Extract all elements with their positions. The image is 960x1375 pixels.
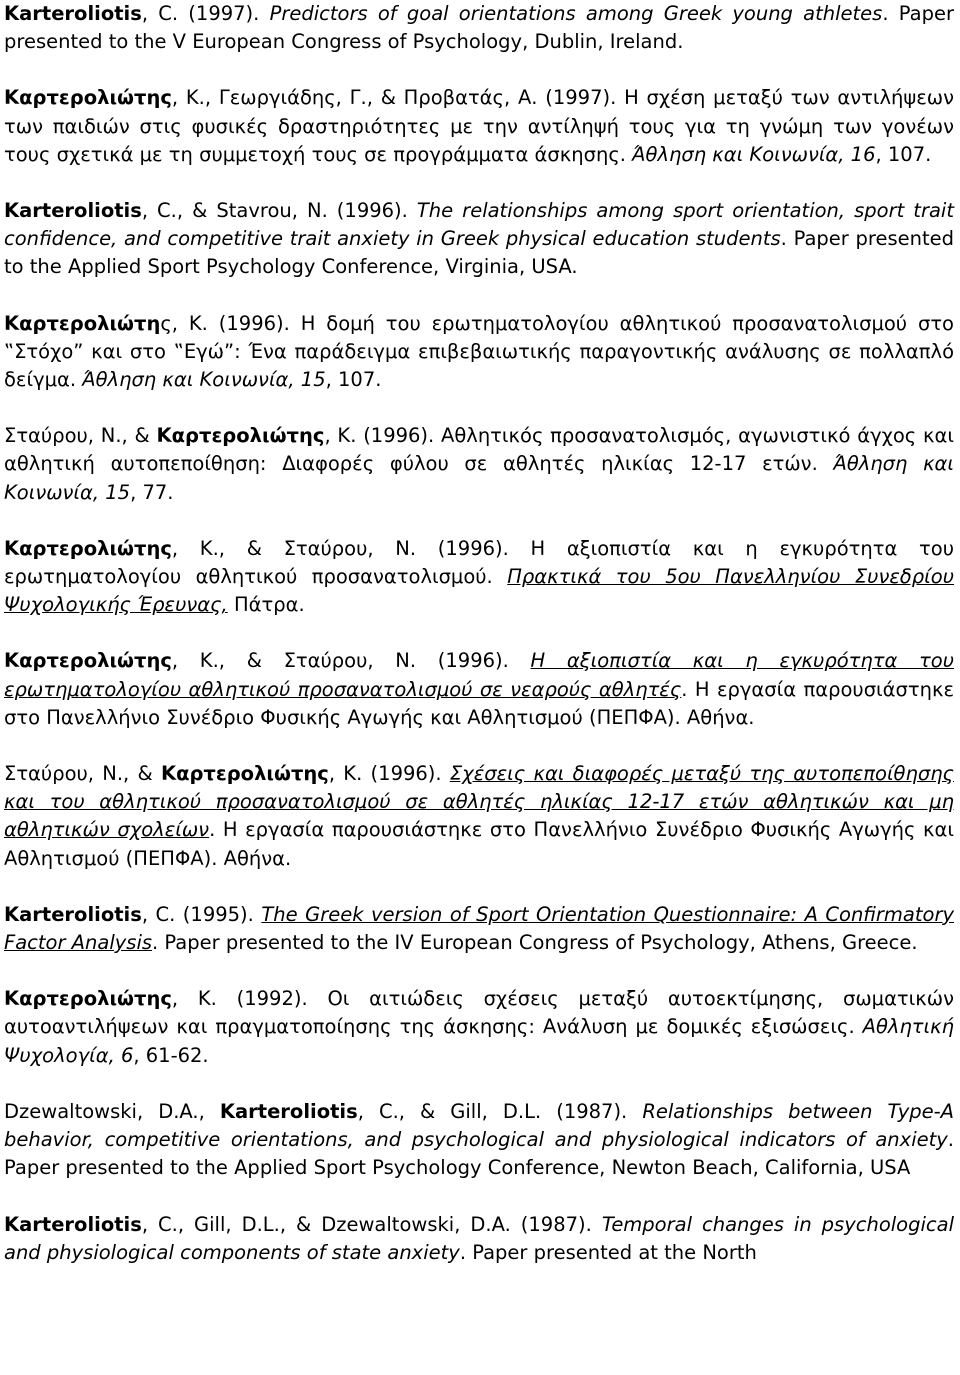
author-name: Καρτερολιώτης (156, 424, 325, 448)
citation-text: Σταύρου, Ν., & (4, 424, 157, 448)
underlined-title: The Greek version of Sport Orientation Questionnaire: A Confirmatory Factor Analysis (4, 902, 955, 955)
citation-text: , Κ., & Σταύρου, Ν. (1996). (171, 649, 531, 673)
author-name: Karteroliotis (4, 199, 142, 223)
reference-entry (4, 197, 954, 282)
italic-title: Άθληση και Κοινωνία, 16 (632, 142, 876, 166)
citation-text: , C., & Gill, D.L. (1987). (357, 1099, 643, 1123)
citation-text: , C., & Stavrou, N. (1996). (141, 199, 417, 223)
citation-text: , 107. (325, 368, 382, 392)
reference-entry (4, 535, 954, 620)
reference-entry (4, 1211, 954, 1267)
citation-text: ς, Κ. (1996). Η δομή του ερωτηματολογίου αθλητικού προσανατολισμού στο ‟Στόχο” και στο ‟Εγώ”: Ένα παράδειγμα επιβεβαιωτικής παραγοντικής ανάλυσης σε πολλαπλό δείγμα. (4, 311, 954, 392)
reference-entry (4, 310, 954, 395)
citation-text: . Paper presented to the Applied Sport Psychology Conference, Newton Beach, California, USA (4, 1128, 954, 1180)
citation-text: , 107. (875, 142, 932, 166)
citation-text: , C. (1997). (141, 2, 270, 25)
citation-text: , 61-62. (133, 1043, 209, 1067)
citation-text: , Κ., & Σταύρου, Ν. (1996). Η αξιοπιστία και η εγκυρότητα του ερωτηματολογίου αθλητικού προσανατολισμού. (4, 536, 954, 589)
italic-title: Temporal changes in psychological and physiological components of state anxiety (4, 1212, 954, 1264)
reference-entry (4, 422, 954, 507)
citation-text: , C. (1995). (141, 902, 262, 926)
citation-text: , Κ., Γεωργιάδης, Γ., & Προβατάς, Α. (1997). Η σχέση μεταξύ των αντιλήψεων των παιδιών στις φυσικές δραστηριότητες με την αντίληψή τους για τη γνώμη των γονέων τους σχετικά με τη συμμετοχή τους σε προγράμματα άσκησης. (4, 86, 954, 166)
reference-entry (4, 760, 954, 873)
citation-text: . Η εργασία παρουσιάστηκε στο Πανελλήνιο Συνέδριο Φυσικής Αγωγής και Αθλητισμού (ΠΕΠΦΑ). Αθήνα. (4, 818, 954, 870)
italic-title: Αθλητική Ψυχολογία, 6 (4, 1015, 954, 1067)
author-name: Καρτερολιώτης (4, 649, 172, 673)
italic-title: Άθληση και Κοινωνία, 15 (82, 368, 326, 392)
citation-text: Σταύρου, Ν., & (4, 762, 161, 786)
underlined-title: Η αξιοπιστία και η εγκυρότητα του ερωτηματολογίου αθλητικού προσανατολισμού σε νεαρούς αθλητές (4, 649, 954, 701)
author-name: Καρτερολιώτης (4, 86, 172, 110)
italic-title: The relationships among sport orientation, sport trait confidence, and competitive trait anxiety in Greek physical education students (4, 199, 954, 251)
citation-text: Πάτρα. (227, 593, 305, 617)
citation-text: . Paper presented to the IV European Congress of Psychology, Athens, Greece. (152, 931, 918, 955)
citation-text: , Κ. (1996). (328, 762, 450, 786)
citation-text: Dzewaltowski, D.A., (4, 1099, 220, 1123)
author-name: Karteroliotis (4, 902, 142, 926)
author-name: Karteroliotis (4, 2, 142, 25)
reference-entry (4, 901, 954, 957)
author-name: Karteroliotis (219, 1099, 358, 1123)
italic-title: Predictors of goal orientations among Greek young athletes (269, 2, 883, 25)
citation-text: , Κ. (1996). Αθλητικός προσανατολισμός, αγωνιστικό άγχος και αθλητική αυτοπεποίθηση: Διαφορές φύλου σε αθλητές ηλικίας 12-17 ετών. (4, 424, 954, 476)
italic-title: Relationships between Type-A behavior, competitive orientations, and psychological and physiological indicators of anxiety (4, 1099, 954, 1152)
reference-entry (4, 1098, 954, 1183)
author-name: Καρτερολιώτη (4, 311, 161, 335)
author-name: Karteroliotis (4, 1212, 142, 1236)
italic-title: Άθληση και Κοινωνία, 15 (4, 452, 955, 504)
citation-text: , C., Gill, D.L., & Dzewaltowski, D.A. (1987). (141, 1212, 602, 1236)
citation-text: . Η εργασία παρουσιάστηκε στο Πανελλήνιο Συνέδριο Φυσικής Αγωγής και Αθλητισμού (ΠΕΠΦΑ). Αθήνα. (4, 677, 954, 729)
citation-text: . Paper presented at the North (459, 1240, 757, 1264)
citation-text: , 77. (130, 480, 174, 504)
reference-entry (4, 647, 954, 732)
underlined-title: Πρακτικά του 5ου Πανελληνίου Συνεδρίου Ψυχολογικής Έρευνας, (4, 565, 954, 617)
citation-text: . Paper presented to the V European Congress of Psychology, Dublin, Ireland. (4, 2, 955, 54)
citation-text: , Κ. (1992). Οι αιτιώδεις σχέσεις μεταξύ αυτοεκτίμησης, σωματικών αυτοαντιλήψεων και πραγματοποίησης της άσκησης: Ανάλυση με δομικές εξισώσεις. (4, 987, 954, 1039)
reference-entry (4, 84, 954, 169)
reference-entry (4, 0, 954, 56)
author-name: Καρτερολιώτης (4, 987, 172, 1011)
author-name: Καρτερολιώτης (160, 762, 329, 786)
underlined-title: Σχέσεις και διαφορές μεταξύ της αυτοπεποίθησης και του αθλητικού προσανατολισμού σε αθλητές ηλικίας 12-17 ετών αθλητικών και μη αθλητικών σχολείων (4, 762, 955, 842)
reference-entry (4, 985, 954, 1070)
author-name: Καρτερολιώτης (4, 536, 172, 560)
citation-text: . Paper presented to the Applied Sport Psychology Conference, Virginia, USA. (4, 227, 954, 279)
reference-list (4, 0, 954, 1267)
